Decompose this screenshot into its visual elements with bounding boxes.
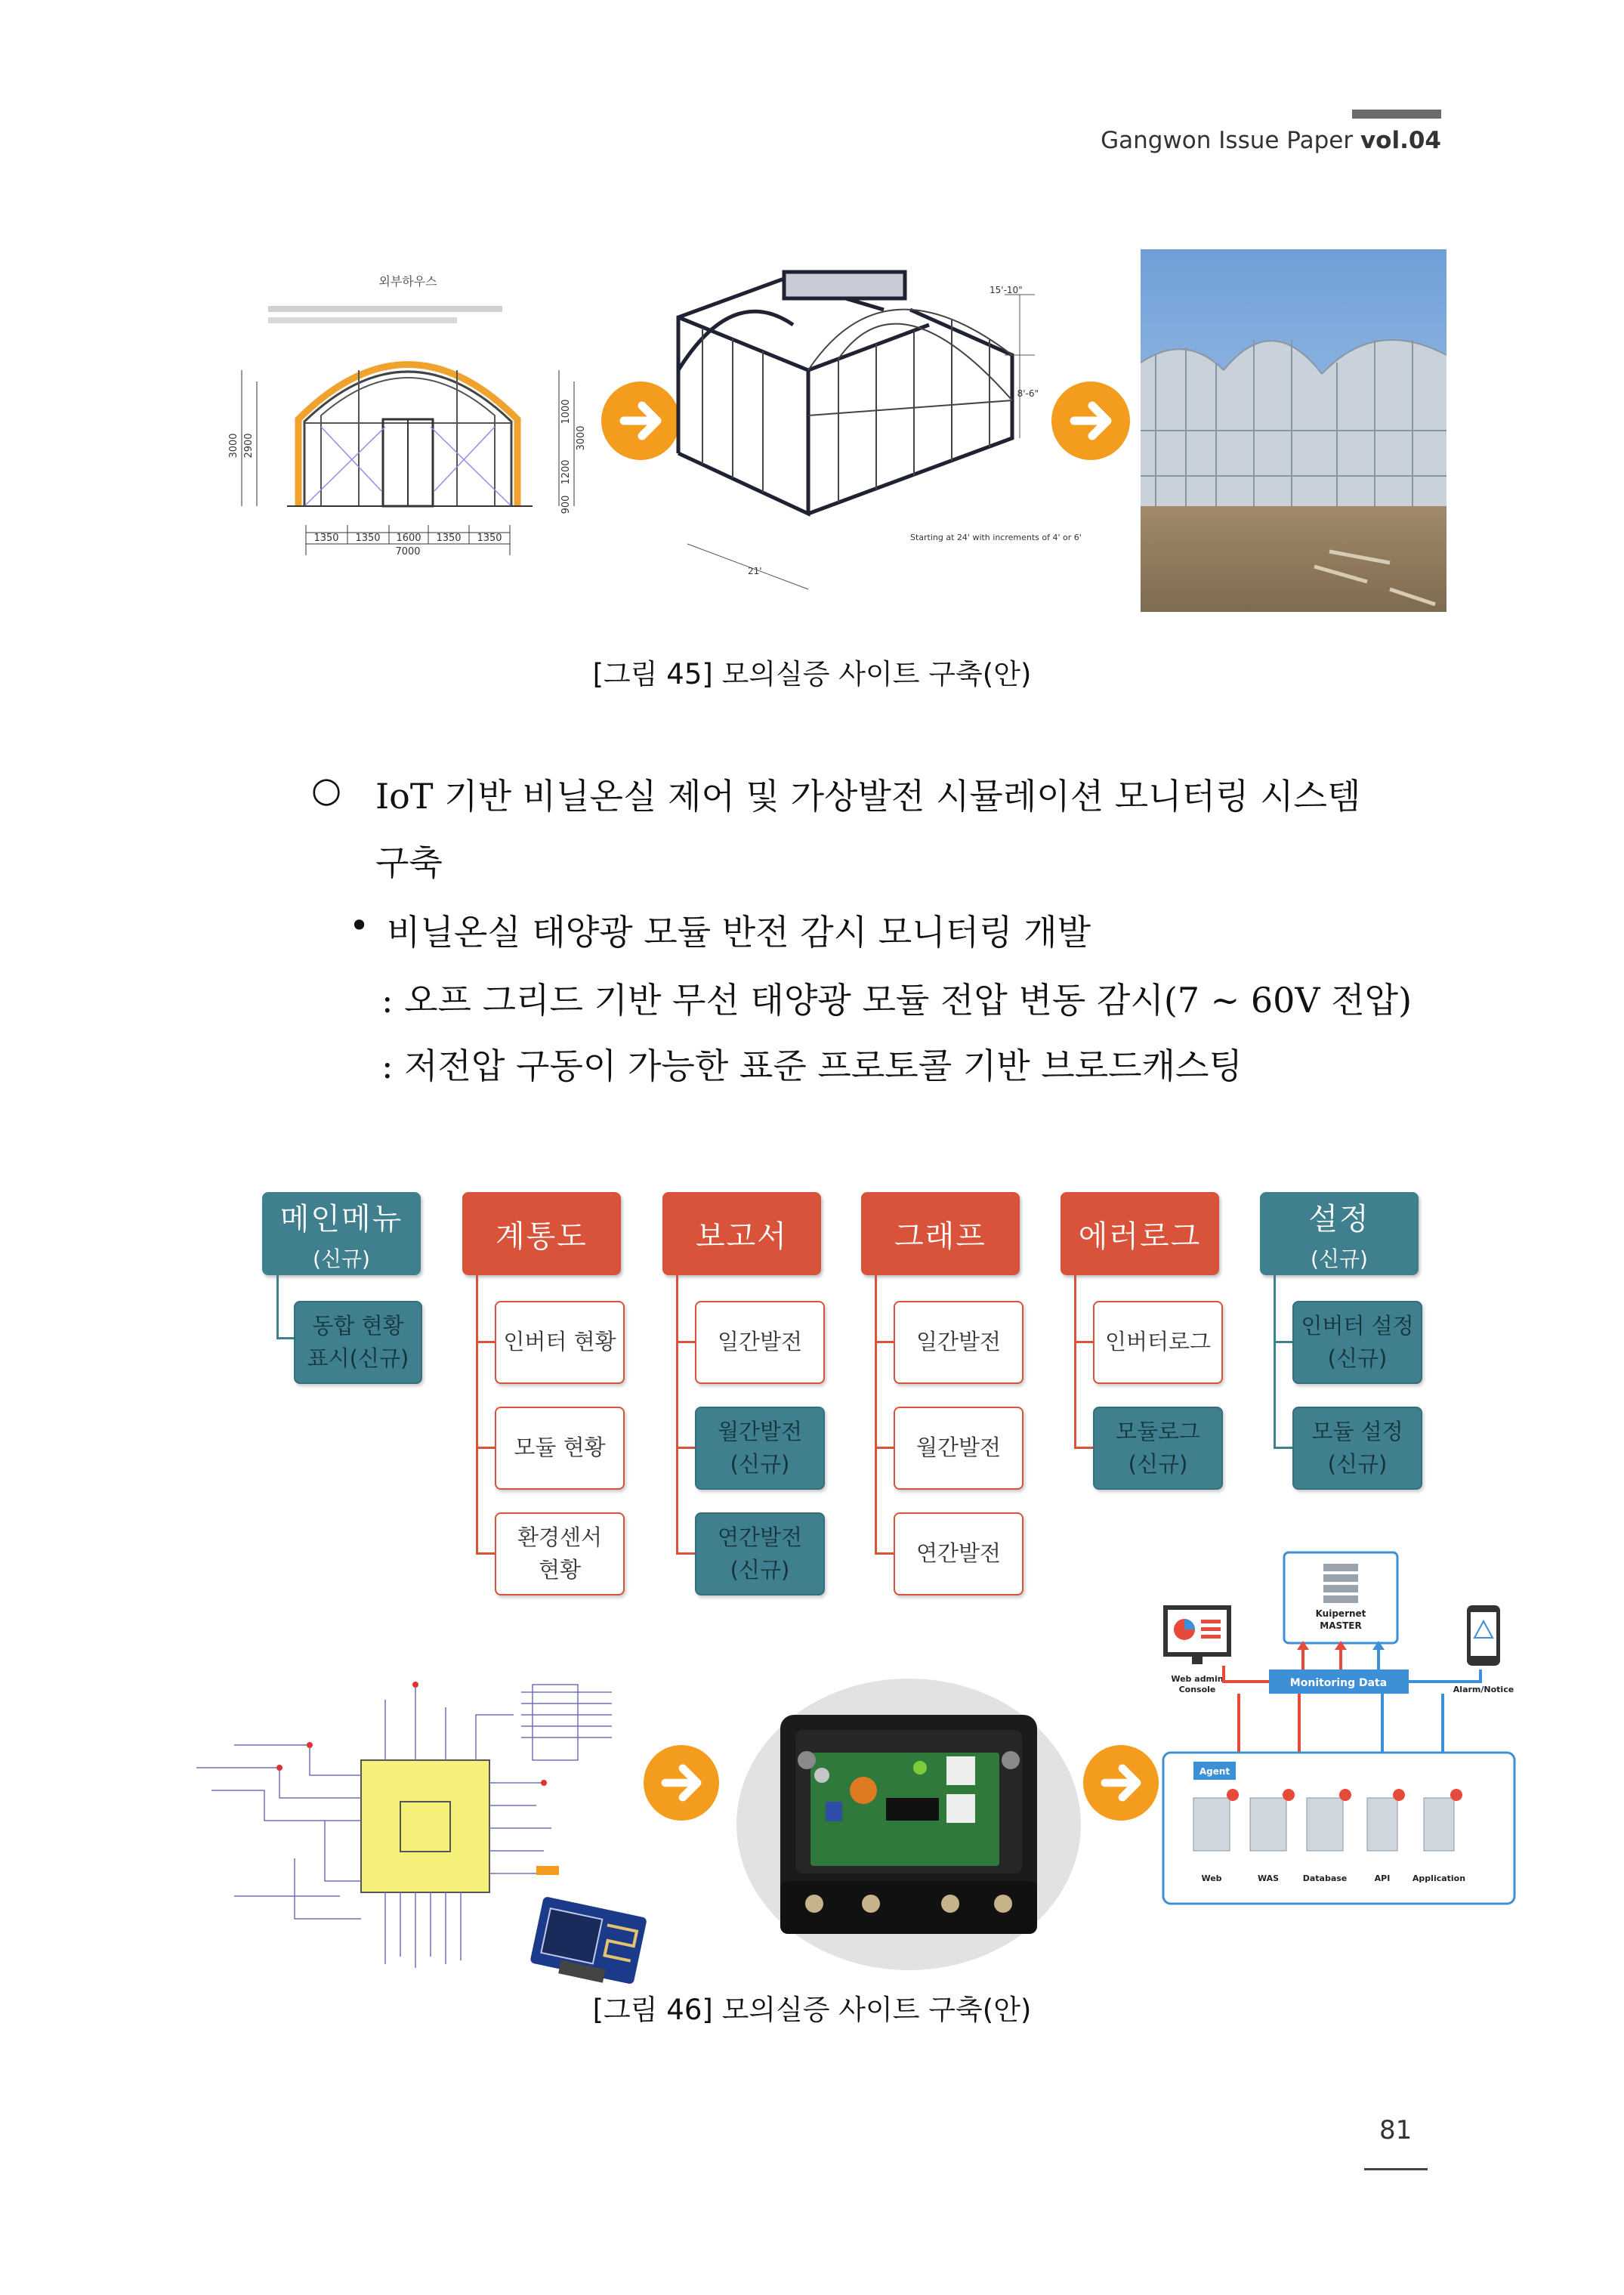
greenhouse-section-drawing (215, 264, 601, 582)
menu-report-header (662, 1192, 821, 1275)
menu-settings-sub: (신규) (1311, 1246, 1368, 1271)
frame-label-note: Starting at 24' with increments of 4' or 6' (910, 533, 1082, 542)
menu-errorlog-title: 에러로그 (1078, 1219, 1202, 1254)
agent-label: Agent (1199, 1766, 1230, 1777)
dim-2: 1350 (355, 533, 381, 544)
bullet2-text: 비닐온실 태양광 모듈 반전 감시 모니터링 개발 (387, 912, 1091, 953)
sub-item-2: : 저전압 구동이 가능한 표준 프로토콜 기반 브로드캐스팅 (381, 1046, 1243, 1086)
bullet1-line2: 구축 (375, 842, 443, 883)
master-line1: Kuipernet (1315, 1608, 1366, 1619)
running-header (1101, 127, 1441, 154)
menu-item-module-settings: 모듈 설정 (신규) (1292, 1407, 1422, 1490)
page-number: 81 (1379, 2115, 1413, 2145)
dim-h3: 1200 (560, 459, 572, 485)
node-was: WAS (1257, 1873, 1280, 1883)
arrow-right-icon (1083, 1745, 1159, 1821)
frame-label-mid: 8'-6" (1017, 388, 1039, 399)
menu-errorlog-header (1061, 1192, 1219, 1275)
figure-46-caption: [그림 46] 모의실증 사이트 구축(안) (592, 1994, 1032, 2026)
menu-item-graph-monthly: 월간발전 (894, 1407, 1023, 1490)
monitoring-label: Monitoring Data (1289, 1677, 1388, 1689)
circuit-schematic (189, 1670, 657, 1979)
header-bar (1352, 110, 1441, 119)
menu-item-module-status: 모듈 현황 (495, 1407, 625, 1490)
dim-h4: 1000 (560, 399, 572, 425)
dim-h1: 3000 (228, 433, 239, 459)
header-volume: vol.04 (1360, 127, 1441, 154)
frame-label-top: 15'-10" (990, 285, 1023, 295)
node-api: API (1374, 1873, 1391, 1883)
menu-graph-header (861, 1192, 1020, 1275)
bullet-circle: ○ (311, 769, 342, 810)
greenhouse-photo (1141, 249, 1446, 612)
menu-main-sub: (신규) (313, 1246, 370, 1271)
greenhouse-frame-drawing (657, 264, 1082, 612)
menu-item-report-yearly: 연간발전 (신규) (695, 1512, 825, 1595)
menu-item-env-sensor: 환경센서 현황 (495, 1512, 625, 1595)
menu-settings-header (1260, 1192, 1419, 1275)
dim-h6: 900 (560, 495, 572, 514)
menu-diagram-header (462, 1192, 621, 1275)
sub-item-1: : 오프 그리드 기반 무선 태양광 모듈 전압 변동 감시(7 ~ 60V 전압) (381, 980, 1413, 1021)
node-database: Database (1302, 1873, 1348, 1883)
menu-settings-title: 설정 (1308, 1201, 1370, 1237)
menu-item-module-log: 모듈로그 (신규) (1093, 1407, 1223, 1490)
drawing-title: 외부하우스 (378, 274, 437, 289)
menu-diagram-title: 계통도 (496, 1219, 588, 1254)
bullet-dot: • (349, 905, 370, 946)
node-application: Application (1412, 1873, 1466, 1883)
menu-graph-title: 그래프 (894, 1219, 986, 1254)
sensor-device-photo (735, 1677, 1082, 1972)
dim-h5: 3000 (576, 425, 587, 451)
menu-item-inverter-status: 인버터 현황 (495, 1301, 625, 1384)
bullet1-line1 (375, 769, 1440, 819)
menu-item-report-daily: 일간발전 (695, 1301, 825, 1384)
dim-4: 1350 (436, 533, 462, 544)
menu-report-title: 보고서 (696, 1219, 788, 1254)
menu-item-graph-yearly: 연간발전 (894, 1512, 1023, 1595)
menu-main-header (262, 1192, 421, 1275)
frame-label-length: 21' (748, 566, 762, 576)
menu-item-inverter-log: 인버터로그 (1093, 1301, 1223, 1384)
console-line1: Web admin (1171, 1674, 1224, 1684)
menu-item-overview: 동합 현황 표시(신규) (294, 1301, 422, 1384)
arrow-right-icon (1051, 381, 1130, 460)
node-web: Web (1201, 1873, 1222, 1883)
dim-5: 1350 (477, 533, 502, 544)
master-line2: MASTER (1320, 1620, 1362, 1631)
page-number-bar (1364, 2168, 1428, 2170)
bullet1-text: IoT 기반 비닐온실 제어 및 가상발전 시뮬레이션 모니터링 시스템 (375, 776, 1361, 817)
arrow-right-icon (644, 1745, 719, 1821)
alarm-label: Alarm/Notice (1453, 1685, 1514, 1694)
menu-item-report-monthly: 월간발전 (신규) (695, 1407, 825, 1490)
figure-45-caption: [그림 45] 모의실증 사이트 구축(안) (592, 658, 1032, 690)
menu-main-title: 메인메뉴 (279, 1201, 403, 1237)
header-title: Gangwon Issue Paper (1101, 127, 1360, 154)
dim-1: 1350 (313, 533, 339, 544)
monitoring-network-diagram (1163, 1549, 1518, 1972)
menu-item-graph-daily: 일간발전 (894, 1301, 1023, 1384)
dim-h2: 2900 (243, 433, 255, 459)
dim-3: 1600 (396, 533, 421, 544)
menu-item-inverter-settings: 인버터 설정 (신규) (1292, 1301, 1422, 1384)
dim-total: 7000 (395, 546, 421, 558)
console-line2: Console (1178, 1685, 1216, 1694)
